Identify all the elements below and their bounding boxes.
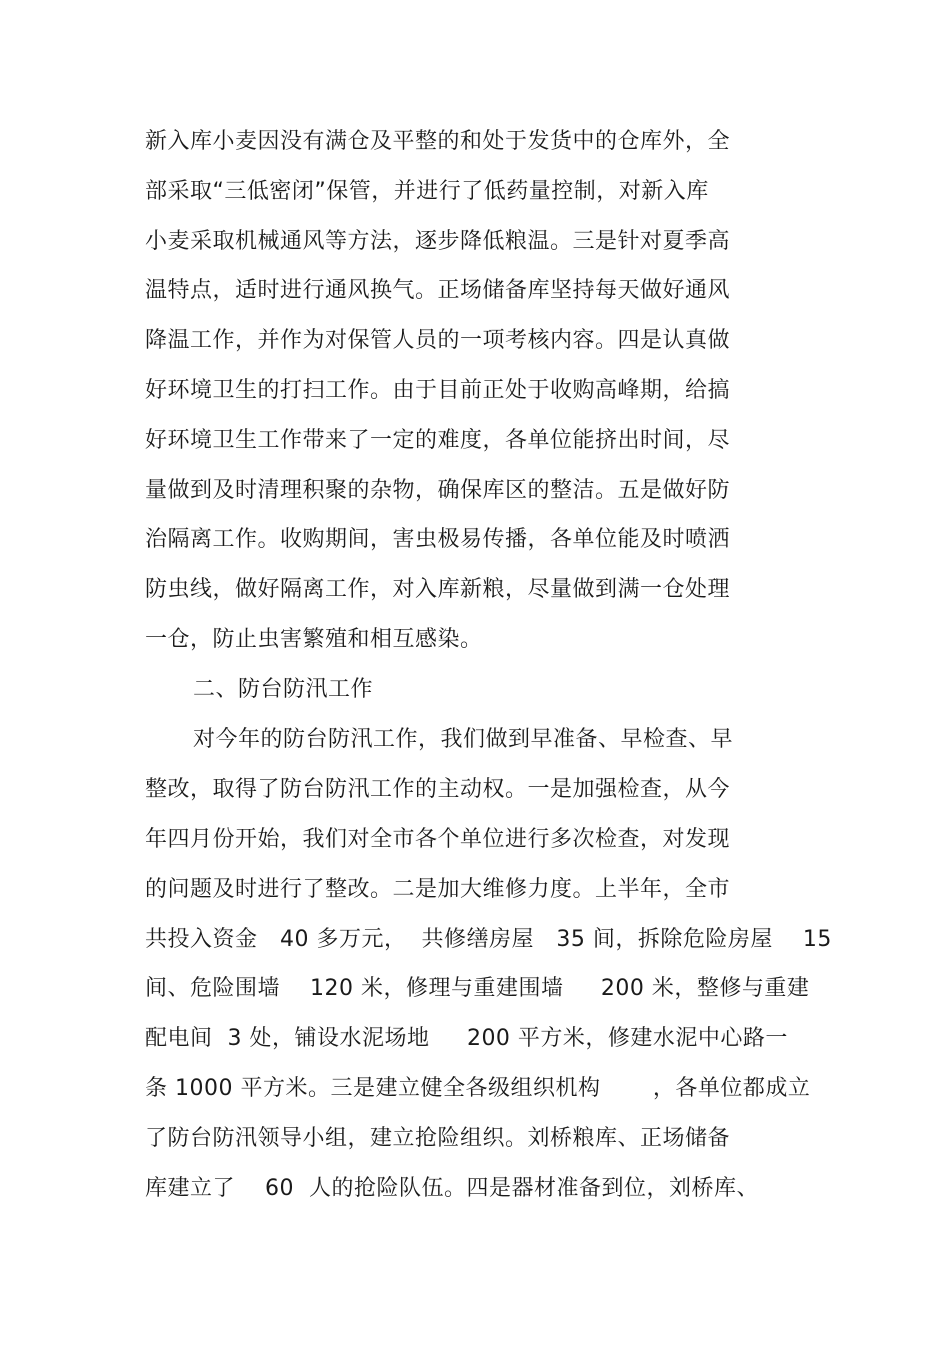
text-line: 部采取“三低密闭”保管，并进行了低药量控制，对新入库 xyxy=(145,179,709,204)
text-line: 间、危险围墙 120 米，修理与重建围墙 200 米，整修与重建 xyxy=(145,976,810,1001)
text-line: 小麦采取机械通风等方法，逐步降低粮温。三是针对夏季高 xyxy=(145,229,731,254)
text-line: 库建立了 60 人的抢险队伍。四是器材准备到位，刘桥库、 xyxy=(145,1176,759,1201)
text-line: 对今年的防台防汛工作，我们做到早准备、早检查、早 xyxy=(193,727,734,752)
section-heading: 二、防台防汛工作 xyxy=(193,677,374,702)
text-line: 一仓，防止虫害繁殖和相互感染。 xyxy=(145,627,483,652)
text-line: 了防台防汛领导小组，建立抢险组织。刘桥粮库、正场储备 xyxy=(145,1126,731,1151)
text-line: 整改，取得了防台防汛工作的主动权。一是加强检查，从今 xyxy=(145,777,731,802)
text-line: 量做到及时清理积聚的杂物，确保库区的整洁。五是做好防 xyxy=(145,478,731,503)
text-line: 新入库小麦因没有满仓及平整的和处于发货中的仓库外，全 xyxy=(145,129,731,154)
text-line: 温特点，适时进行通风换气。正场储备库坚持每天做好通风 xyxy=(145,278,731,303)
text-line: 年四月份开始，我们对全市各个单位进行多次检查，对发现 xyxy=(145,827,731,852)
text-line: 治隔离工作。收购期间，害虫极易传播，各单位能及时喷洒 xyxy=(145,527,731,552)
text-line: 的问题及时进行了整改。二是加大维修力度。上半年，全市 xyxy=(145,877,731,902)
text-line: 好环境卫生的打扫工作。由于目前正处于收购高峰期，给搞 xyxy=(145,378,731,403)
text-line: 条 1000 平方米。三是建立健全各级组织机构 ，各单位都成立 xyxy=(145,1076,811,1101)
text-line: 防虫线，做好隔离工作，对入库新粮，尽量做到满一仓处理 xyxy=(145,577,731,602)
text-line: 好环境卫生工作带来了一定的难度，各单位能挤出时间，尽 xyxy=(145,428,731,453)
text-line: 共投入资金 40 多万元， 共修缮房屋 35 间，拆除危险房屋 15 xyxy=(145,927,832,952)
text-line: 配电间 3 处，铺设水泥场地 200 平方米，修建水泥中心路一 xyxy=(145,1026,788,1051)
text-line: 降温工作，并作为对保管人员的一项考核内容。四是认真做 xyxy=(145,328,731,353)
